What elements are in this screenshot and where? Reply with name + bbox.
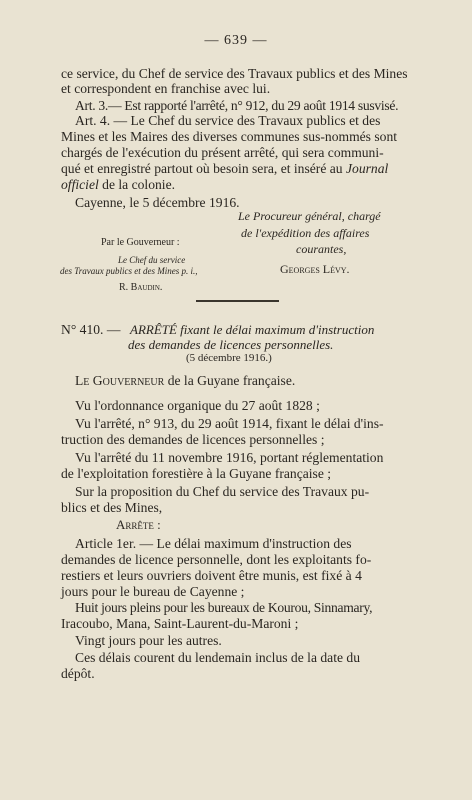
chef-name: R. Baudin. <box>119 282 163 293</box>
chef-title: Le Chef du service <box>118 255 186 265</box>
vu-paragraph: truction des demandes de licences personnelles ; <box>61 432 325 447</box>
text-line: chargés de l'exécution du présent arrêté, qui sera communi- <box>61 145 384 160</box>
date-line: Cayenne, le 5 décembre 1916. <box>75 195 240 210</box>
article-1: Article 1er. — Le délai maximum d'instruction des <box>75 536 352 551</box>
vu-paragraph: Vu l'ordonnance organique du 27 août 1828 ; <box>75 398 320 413</box>
article-1: restiers et leurs ouvriers doivent être munis, est fixé à 4 <box>61 568 362 583</box>
page-number: — 639 — <box>204 33 268 48</box>
text-line: Mines et les Maires des diverses communes sus-nommés sont <box>61 129 398 144</box>
text-line: ce service, du Chef de service des Travaux publics et des Mines <box>61 66 408 81</box>
text-line: qué et enregistré partout où besoin sera, et inséré au Journal <box>61 161 389 176</box>
article-4: Art. 4. — Le Chef du service des Travaux publics et des <box>75 113 381 128</box>
arrete-title: ARRÊTÉ fixant le délai maximum d'instruction <box>130 322 375 337</box>
proposition-paragraph: blics et des Mines, <box>61 500 163 515</box>
proposition-paragraph: Sur la proposition du Chef du service des Travaux pu- <box>75 484 370 499</box>
article-1: Huit jours pleins pour les bureaux de Kourou, Sinnamary, <box>75 600 373 615</box>
chef-title: des Travaux publics et des Mines p. i., <box>60 266 198 276</box>
procureur-title: de l'expédition des affaires <box>241 226 370 240</box>
article-1: Vingt jours pour les autres. <box>75 633 222 648</box>
text-line: et correspondent en franchise avec lui. <box>61 81 271 96</box>
article-3: Art. 3.— Est rapporté l'arrêté, n° 912, du 29 août 1914 susvisé. <box>75 98 399 113</box>
arrete-date: (5 décembre 1916.) <box>186 352 272 364</box>
par-gouverneur: Par le Gouverneur : <box>101 237 180 248</box>
procureur-title: courantes, <box>296 242 347 256</box>
vu-paragraph: Vu l'arrêté du 11 novembre 1916, portant réglementation <box>75 450 384 465</box>
article-1: jours pour le bureau de Cayenne ; <box>61 584 245 599</box>
article-1: demandes de licence personnelle, dont les exploitants fo- <box>61 552 372 567</box>
article-1: Ces délais courent du lendemain inclus de la date du <box>75 650 361 665</box>
vu-paragraph: Vu l'arrêté, n° 913, du 29 août 1914, fixant le délai d'ins- <box>75 416 384 431</box>
article-1: dépôt. <box>61 666 95 681</box>
gouverneur-line: Le Gouverneur de la Guyane française. <box>75 373 296 388</box>
journal-word: Journal <box>346 161 389 176</box>
officiel-word: officiel <box>61 177 99 192</box>
procureur-title: Le Procureur général, chargé <box>238 209 381 223</box>
article-1: Iracoubo, Mana, Saint-Laurent-du-Maroni ; <box>61 616 299 631</box>
arrete-heading: Arrête : <box>116 517 161 532</box>
text-line: officiel de la colonie. <box>61 177 176 192</box>
procureur-name: Georges Lévy. <box>280 262 350 276</box>
arrete-title: des demandes de licences personnelles. <box>128 337 334 352</box>
arrete-number: N° 410. — <box>61 322 121 337</box>
section-divider <box>196 300 279 302</box>
vu-paragraph: de l'exploitation forestière à la Guyane française ; <box>61 466 332 481</box>
